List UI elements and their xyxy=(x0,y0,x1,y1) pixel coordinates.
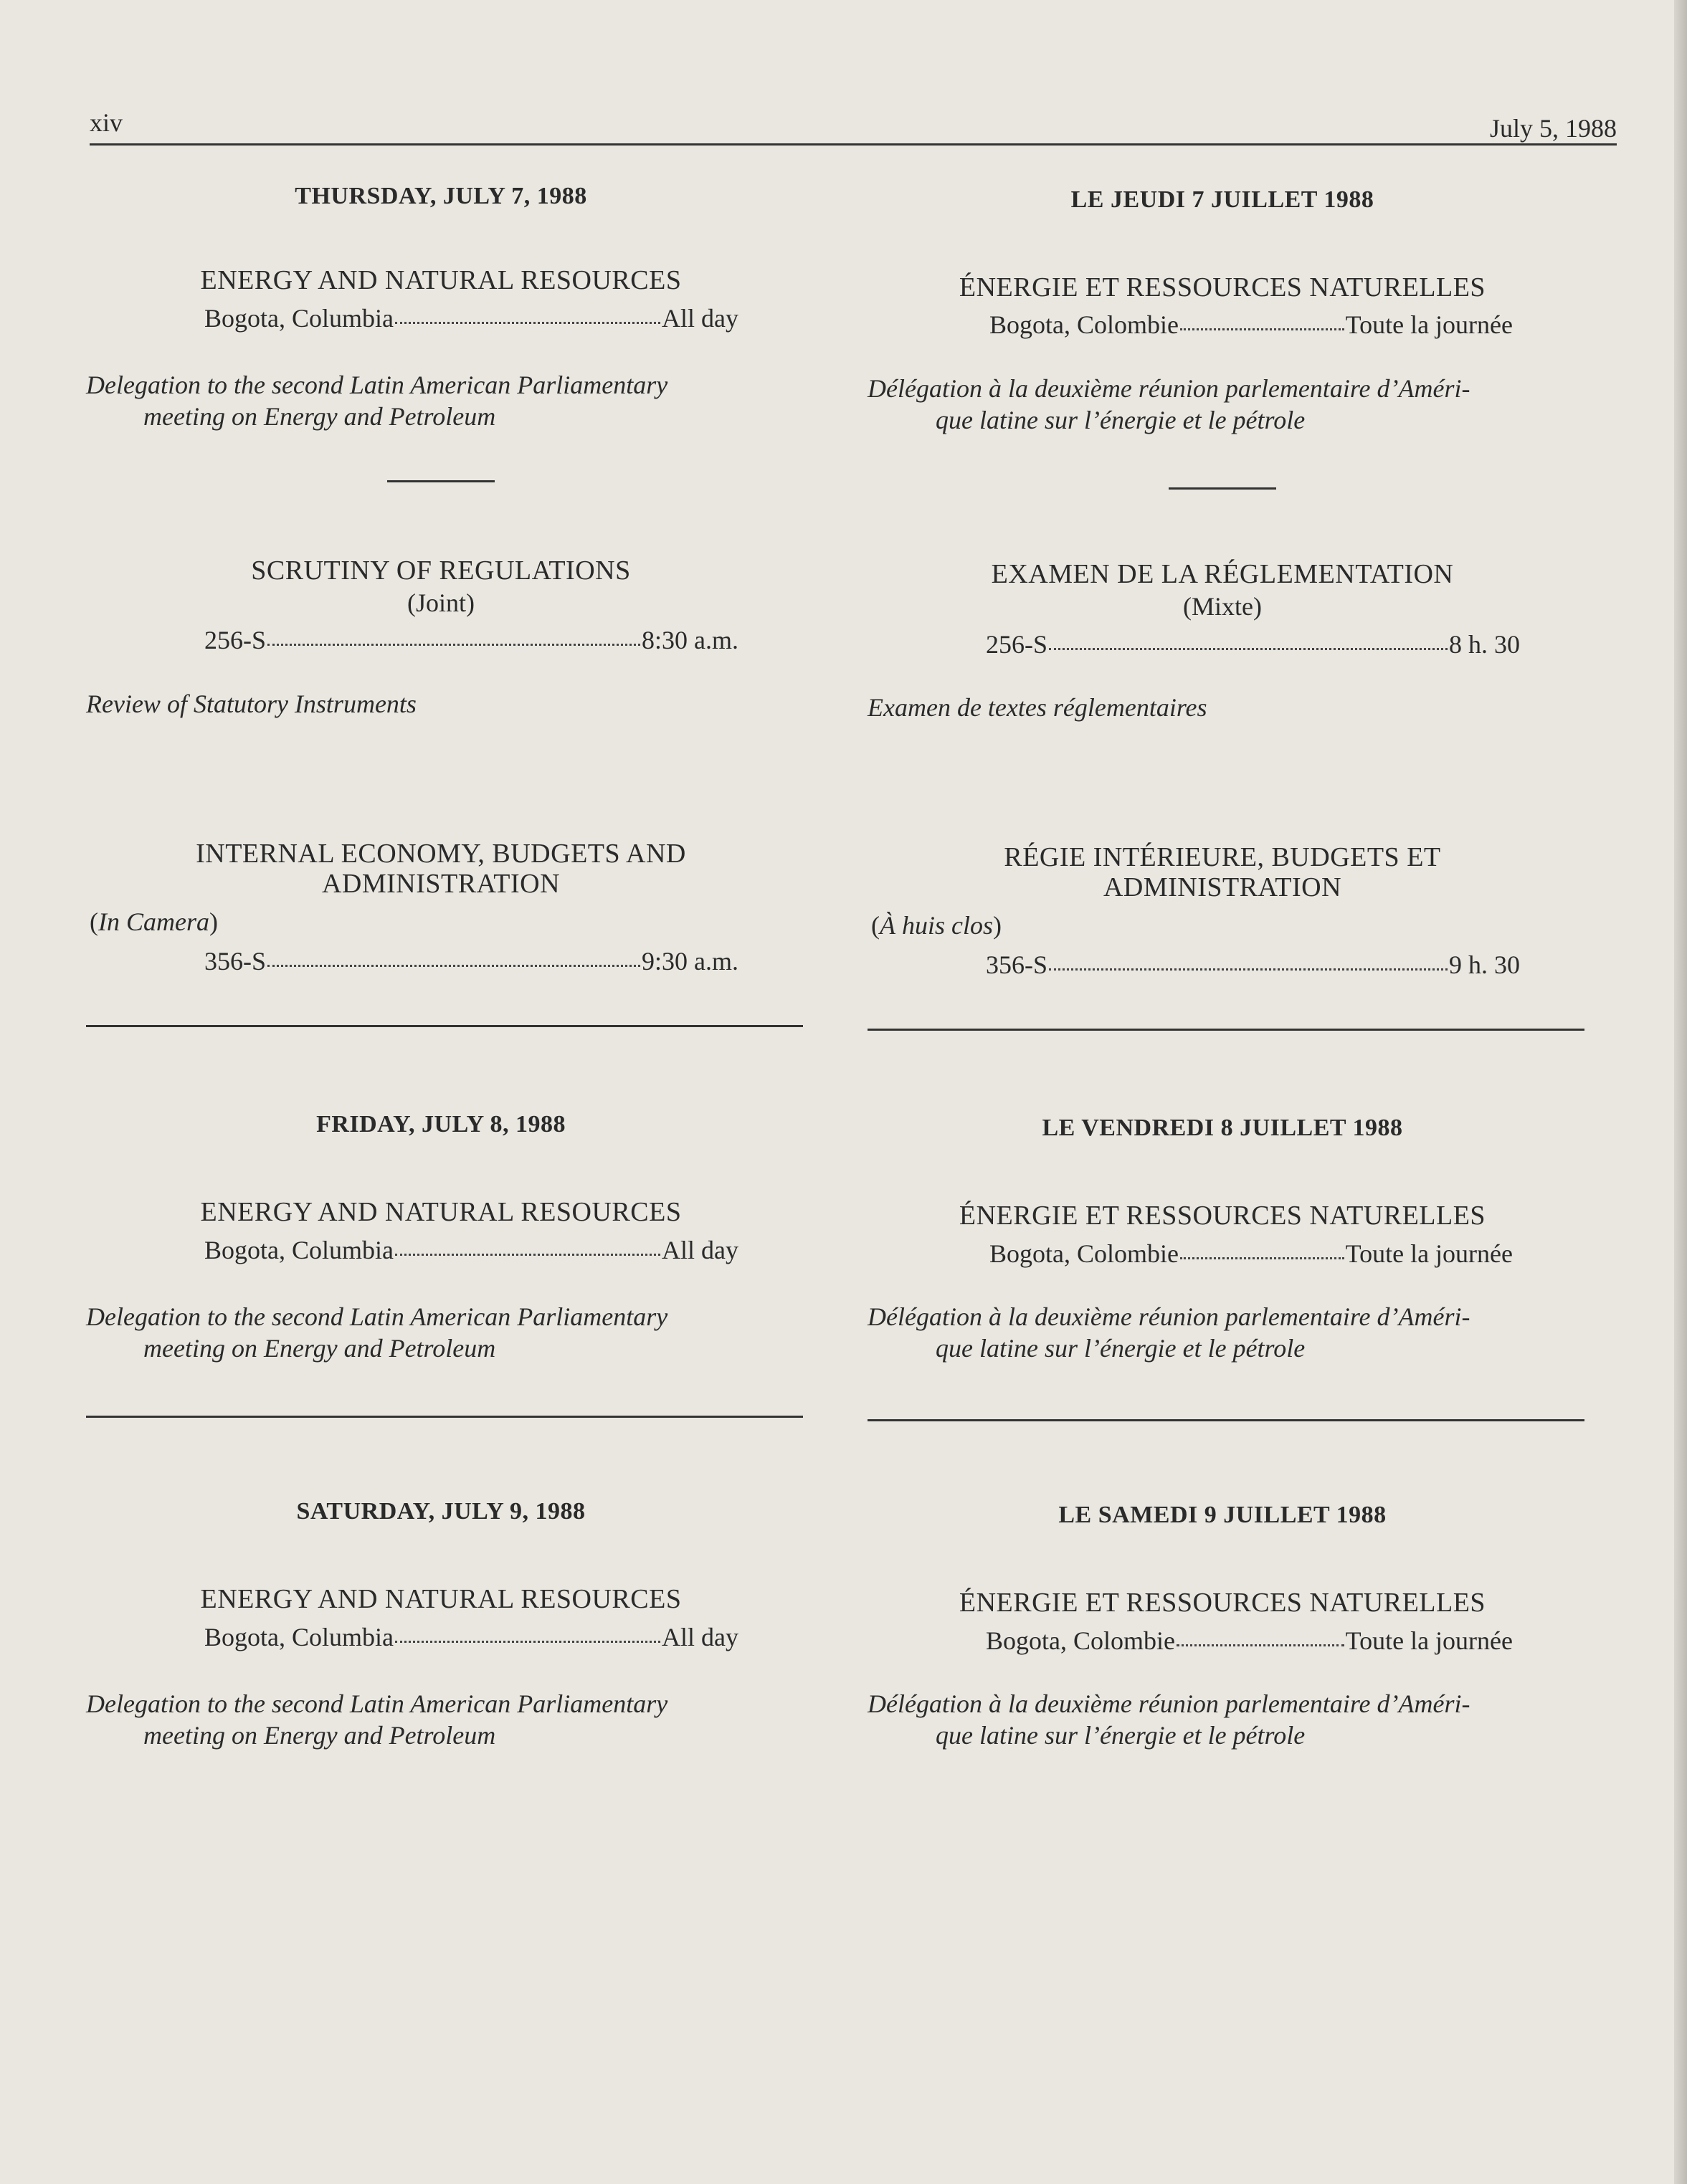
english-column xyxy=(82,151,799,2014)
meeting-room: 256-S xyxy=(204,626,267,654)
description-line: Délégation à la deuxième réunion parlementaire d’Améri- xyxy=(868,1689,1470,1718)
page-number: xiv xyxy=(90,108,123,137)
leader-dots xyxy=(267,625,640,646)
description-line: Examen de textes réglementaires xyxy=(868,693,1207,722)
committee-note-huis-clos xyxy=(871,910,1002,940)
description-line: que latine sur l’énergie et le pétrole xyxy=(936,1721,1306,1750)
schedule-line-scrutiny xyxy=(204,625,738,655)
schedule-line-energie xyxy=(989,310,1513,340)
meeting-room: 356-S xyxy=(986,950,1048,979)
committee-description-energy xyxy=(86,1688,803,1751)
committee-description-energie xyxy=(868,1688,1584,1751)
committee-note-joint: (Joint) xyxy=(407,588,475,617)
description-line: Delegation to the second Latin American Parliamentary xyxy=(86,1689,668,1718)
day-heading-thursday: THURSDAY, JULY 7, 1988 xyxy=(295,183,587,209)
leader-dots xyxy=(1049,629,1448,650)
note-text: À huis clos xyxy=(880,911,993,940)
schedule-line-energie xyxy=(989,1239,1513,1269)
description-line: meeting on Energy and Petroleum xyxy=(143,402,496,431)
description-line: meeting on Energy and Petroleum xyxy=(143,1721,496,1750)
committee-title-energie: ÉNERGIE ET RESSOURCES NATURELLES xyxy=(959,272,1486,302)
committee-description-energy xyxy=(86,369,803,432)
committee-title-regie xyxy=(864,842,1581,902)
committee-note-mixte: (Mixte) xyxy=(1183,592,1262,621)
committee-title-energie: ÉNERGIE ET RESSOURCES NATURELLES xyxy=(959,1588,1486,1618)
meeting-time: Toute la journée xyxy=(1345,310,1513,339)
short-divider xyxy=(387,480,495,482)
section-divider xyxy=(86,1416,803,1418)
section-divider xyxy=(868,1419,1584,1421)
title-line: ADMINISTRATION xyxy=(321,869,561,899)
running-header xyxy=(90,108,1617,143)
day-heading-friday: FRIDAY, JULY 8, 1988 xyxy=(316,1111,566,1138)
schedule-line-energie xyxy=(986,1626,1513,1656)
description-line: Review of Statutory Instruments xyxy=(86,690,417,718)
french-column xyxy=(864,151,1581,2014)
committee-title-internal-economy xyxy=(82,839,799,899)
meeting-place: Bogota, Colombie xyxy=(986,1626,1175,1655)
meeting-time: 9:30 a.m. xyxy=(642,947,738,976)
schedule-line-regie xyxy=(986,950,1520,980)
committee-description-energy xyxy=(86,1301,803,1364)
description-line: Delegation to the second Latin American Parliamentary xyxy=(86,371,668,399)
meeting-time: Toute la journée xyxy=(1345,1239,1513,1268)
day-heading-saturday: SATURDAY, JULY 9, 1988 xyxy=(296,1498,586,1525)
day-heading-vendredi: LE VENDREDI 8 JUILLET 1988 xyxy=(1042,1115,1403,1141)
meeting-time: All day xyxy=(662,304,738,333)
committee-title-energy: ENERGY AND NATURAL RESOURCES xyxy=(200,1584,682,1614)
day-heading-samedi: LE SAMEDI 9 JUILLET 1988 xyxy=(1058,1502,1387,1528)
schedule-line-energy xyxy=(204,1235,738,1265)
paren: ( xyxy=(871,911,880,940)
title-line: ADMINISTRATION xyxy=(1103,872,1342,902)
paren: ) xyxy=(209,907,218,936)
committee-description-scrutiny xyxy=(86,688,803,720)
meeting-time: 9 h. 30 xyxy=(1449,950,1520,979)
committee-title-examen: EXAMEN DE LA RÉGLEMENTATION xyxy=(991,559,1454,589)
committee-title-energy: ENERGY AND NATURAL RESOURCES xyxy=(200,1197,682,1227)
paren: ( xyxy=(90,907,98,936)
leader-dots xyxy=(1180,310,1344,330)
description-line: meeting on Energy and Petroleum xyxy=(143,1334,496,1363)
note-text: In Camera xyxy=(98,907,209,936)
meeting-time: Toute la journée xyxy=(1345,1626,1513,1655)
leader-dots xyxy=(395,1622,660,1643)
description-line: Délégation à la deuxième réunion parlementaire d’Améri- xyxy=(868,374,1470,403)
schedule-line-examen xyxy=(986,629,1520,659)
committee-note-in-camera xyxy=(90,907,218,937)
meeting-time: All day xyxy=(662,1236,738,1264)
short-divider xyxy=(1169,487,1276,490)
header-date: July 5, 1988 xyxy=(1489,114,1617,143)
description-line: que latine sur l’énergie et le pétrole xyxy=(936,1334,1306,1363)
schedule-line-energy xyxy=(204,303,738,333)
description-line: Delegation to the second Latin American Parliamentary xyxy=(86,1302,668,1331)
title-line: INTERNAL ECONOMY, BUDGETS AND xyxy=(196,839,686,869)
leader-dots xyxy=(1180,1239,1344,1259)
description-line: Délégation à la deuxième réunion parlementaire d’Améri- xyxy=(868,1302,1470,1331)
leader-dots xyxy=(267,946,640,967)
leader-dots xyxy=(1177,1626,1344,1646)
page-edge-shadow xyxy=(1674,0,1687,2184)
meeting-place: Bogota, Colombie xyxy=(989,310,1179,339)
committee-title-energie: ÉNERGIE ET RESSOURCES NATURELLES xyxy=(959,1201,1486,1231)
description-line: que latine sur l’énergie et le pétrole xyxy=(936,406,1306,434)
schedule-line-internal-economy xyxy=(204,946,738,976)
day-heading-jeudi: LE JEUDI 7 JUILLET 1988 xyxy=(1070,186,1374,213)
meeting-time: 8 h. 30 xyxy=(1449,630,1520,659)
schedule-line-energy xyxy=(204,1622,738,1652)
leader-dots xyxy=(395,1235,660,1256)
meeting-place: Bogota, Columbia xyxy=(204,304,394,333)
committee-description-examen xyxy=(868,692,1584,723)
committee-description-energie xyxy=(868,373,1584,436)
title-line: RÉGIE INTÉRIEURE, BUDGETS ET xyxy=(1004,842,1441,872)
meeting-time: 8:30 a.m. xyxy=(642,626,738,654)
section-divider xyxy=(868,1029,1584,1031)
meeting-place: Bogota, Columbia xyxy=(204,1236,394,1264)
meeting-place: Bogota, Colombie xyxy=(989,1239,1179,1268)
committee-title-scrutiny: SCRUTINY OF REGULATIONS xyxy=(251,555,631,586)
committee-description-energie xyxy=(868,1301,1584,1364)
paren: ) xyxy=(993,911,1002,940)
leader-dots xyxy=(395,303,660,324)
meeting-place: Bogota, Columbia xyxy=(204,1623,394,1651)
meeting-time: All day xyxy=(662,1623,738,1651)
committee-title-energy: ENERGY AND NATURAL RESOURCES xyxy=(200,265,682,295)
meeting-room: 256-S xyxy=(986,630,1048,659)
leader-dots xyxy=(1049,950,1448,971)
section-divider xyxy=(86,1025,803,1027)
header-rule xyxy=(90,143,1617,146)
meeting-room: 356-S xyxy=(204,947,267,976)
